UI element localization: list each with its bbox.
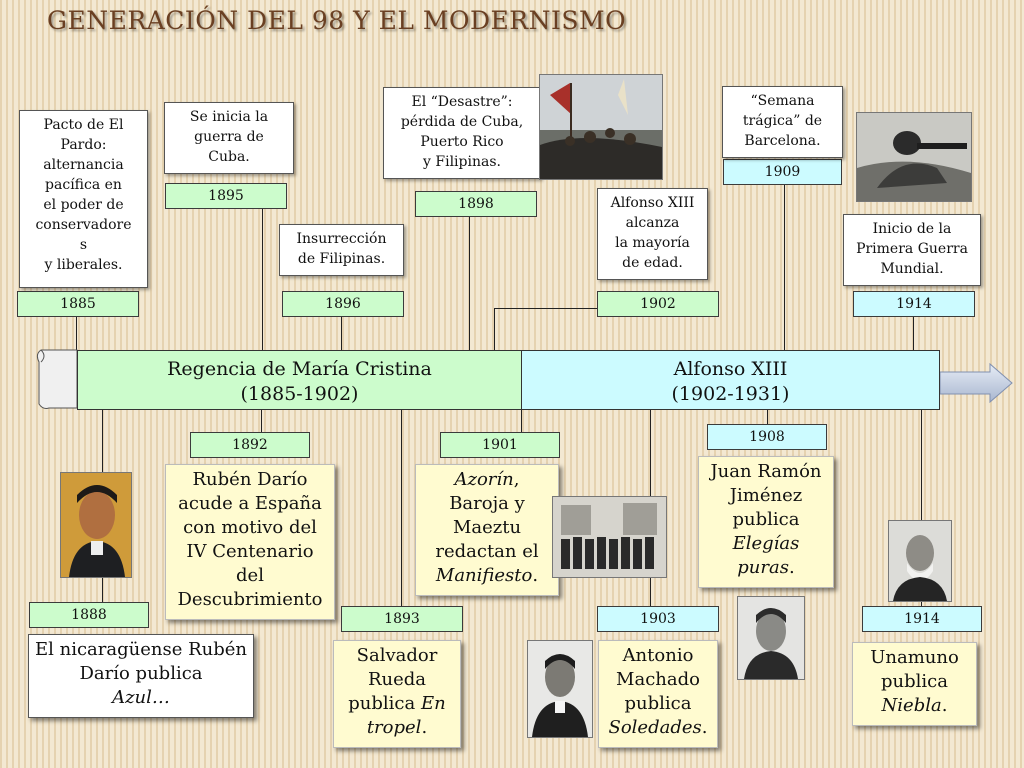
event-1888 — [28, 634, 254, 718]
event-text: publica — [348, 693, 421, 714]
connector-1885 — [76, 316, 77, 350]
event-line: publica — [881, 671, 948, 692]
note-line: guerra de — [194, 129, 264, 145]
antonio-machado-portrait — [527, 640, 593, 738]
note-1898 — [383, 87, 541, 179]
event-line: publica — [624, 693, 692, 714]
event-work-title: En — [420, 693, 446, 714]
note-line: Mundial. — [880, 261, 944, 277]
era-regencia-name: Regencia de María Cristina — [167, 358, 432, 380]
era-regencia-dates: (1885-1902) — [240, 383, 359, 405]
event-text: . — [788, 557, 795, 578]
note-1896 — [279, 224, 404, 276]
event-line: del — [236, 565, 264, 586]
event-author: Azorín — [454, 469, 514, 490]
event-work-title: Soledades — [608, 717, 702, 738]
year-1909: 1909 — [723, 159, 842, 185]
event-1893 — [333, 640, 461, 748]
timeline-arrow-end — [938, 362, 1014, 404]
event-text: . — [532, 565, 539, 586]
event-line: Machado — [616, 669, 700, 690]
event-line — [603, 716, 713, 740]
event-line — [338, 692, 456, 716]
event-line: IV Centenario — [186, 541, 314, 562]
event-work-title: Niebla — [881, 695, 942, 716]
event-line: redactan el — [435, 541, 539, 562]
note-line: conservadore — [35, 217, 132, 233]
year-1903: 1903 — [597, 606, 719, 632]
connector-1893 — [401, 410, 402, 606]
event-line: Jiménez — [729, 485, 803, 506]
disaster-painting-image — [539, 74, 663, 180]
event-line: Juan Ramón — [710, 461, 822, 482]
connector-1908 — [767, 410, 768, 424]
event-line: Rubén Darío — [192, 469, 308, 490]
event-line: Azul… — [112, 687, 170, 708]
note-1902 — [597, 188, 708, 280]
event-line: publica — [732, 509, 800, 530]
note-line: la mayoría — [615, 235, 690, 251]
event-line — [857, 694, 972, 718]
event-text: . — [701, 717, 708, 738]
year-1898: 1898 — [415, 191, 537, 217]
event-1903 — [598, 640, 718, 748]
event-work-title: tropel — [366, 717, 422, 738]
event-text: . — [941, 695, 948, 716]
event-line: acude a España — [178, 493, 322, 514]
connector-1898 — [469, 216, 470, 350]
event-line: Darío publica — [79, 663, 203, 684]
event-1901 — [415, 464, 559, 596]
era-regencia — [77, 350, 522, 410]
note-line: El “Desastre”: — [411, 94, 513, 110]
event-line: Baroja y — [449, 493, 525, 514]
note-line: Puerto Rico — [420, 134, 504, 150]
connector-1901 — [521, 410, 522, 432]
event-text: , — [513, 469, 520, 490]
note-line: Insurrección — [296, 231, 387, 247]
event-1892 — [165, 464, 335, 620]
connector-1896 — [341, 316, 342, 350]
note-line: Se inicia la — [189, 109, 269, 125]
note-line: de Filipinas. — [297, 251, 386, 267]
year-1888: 1888 — [29, 602, 149, 628]
event-1908 — [698, 456, 834, 588]
note-line: Inicio de la — [872, 221, 952, 237]
year-1885: 1885 — [17, 291, 139, 317]
year-1893: 1893 — [341, 606, 463, 632]
connector-1909 — [784, 184, 785, 350]
year-1892: 1892 — [190, 432, 310, 458]
note-line: el poder de — [43, 197, 124, 213]
event-line: Unamuno — [870, 647, 959, 668]
event-line — [420, 564, 554, 588]
note-line: alcanza — [625, 215, 680, 231]
event-line — [703, 556, 829, 580]
year-1914-top: 1914 — [853, 291, 975, 317]
era-alfonso-dates: (1902-1931) — [671, 383, 790, 405]
page-title: GENERACIÓN DEL 98 Y EL MODERNISMO — [47, 6, 627, 35]
note-line: Cuba. — [208, 149, 250, 165]
note-line: alternancia — [43, 157, 124, 173]
event-text: . — [421, 717, 428, 738]
year-1914-bottom: 1914 — [862, 606, 982, 632]
note-line: pacífica en — [45, 177, 122, 193]
event-line: Salvador — [356, 645, 438, 666]
event-line: con motivo del — [183, 517, 317, 538]
note-line: trágica” de — [742, 113, 823, 129]
year-1908: 1908 — [707, 424, 827, 450]
group-photo-image — [552, 496, 667, 578]
note-line: Pacto de El — [43, 117, 124, 133]
event-line — [338, 716, 456, 740]
connector-1902-h — [494, 308, 598, 309]
note-line: “Semana — [750, 93, 815, 109]
note-line: pérdida de Cuba, — [400, 114, 524, 130]
year-1901: 1901 — [440, 432, 560, 458]
note-line: s — [79, 237, 88, 253]
connector-1892 — [261, 410, 262, 432]
era-alfonso-name: Alfonso XIII — [673, 358, 788, 380]
soldier-photo-image — [856, 112, 972, 202]
note-1885 — [19, 110, 148, 288]
event-line: Maeztu — [452, 517, 522, 538]
note-1914-top — [843, 214, 981, 286]
event-line: El nicaragüense Rubén — [34, 639, 247, 660]
note-1909 — [722, 86, 843, 158]
event-line: Descubrimiento — [177, 589, 323, 610]
event-work-title: puras — [737, 557, 789, 578]
note-line: Alfonso XIII — [610, 195, 695, 211]
event-line: Elegías — [732, 533, 800, 554]
connector-1895 — [262, 208, 263, 350]
note-line: Barcelona. — [744, 133, 821, 149]
note-line: y Filipinas. — [423, 154, 501, 170]
year-1895: 1895 — [165, 183, 287, 209]
ruben-dario-portrait — [60, 472, 132, 578]
event-line: Rueda — [367, 669, 427, 690]
juan-ramon-jimenez-portrait — [737, 596, 805, 680]
note-1895 — [164, 102, 294, 174]
note-line: Pardo: — [60, 137, 107, 153]
era-alfonso — [521, 350, 940, 410]
unamuno-portrait — [888, 520, 952, 602]
event-1914-bottom — [852, 642, 977, 726]
event-work-title: Manifiesto — [435, 565, 533, 586]
note-line: y liberales. — [44, 257, 123, 273]
note-line: Primera Guerra — [856, 241, 968, 257]
note-line: de edad. — [622, 255, 683, 271]
event-line — [420, 468, 554, 492]
timeline-scroll-start — [33, 348, 79, 412]
event-line: Antonio — [622, 645, 694, 666]
connector-1914-top — [913, 316, 914, 350]
connector-1902-v — [494, 308, 495, 350]
year-1896: 1896 — [282, 291, 404, 317]
year-1902: 1902 — [597, 291, 719, 317]
